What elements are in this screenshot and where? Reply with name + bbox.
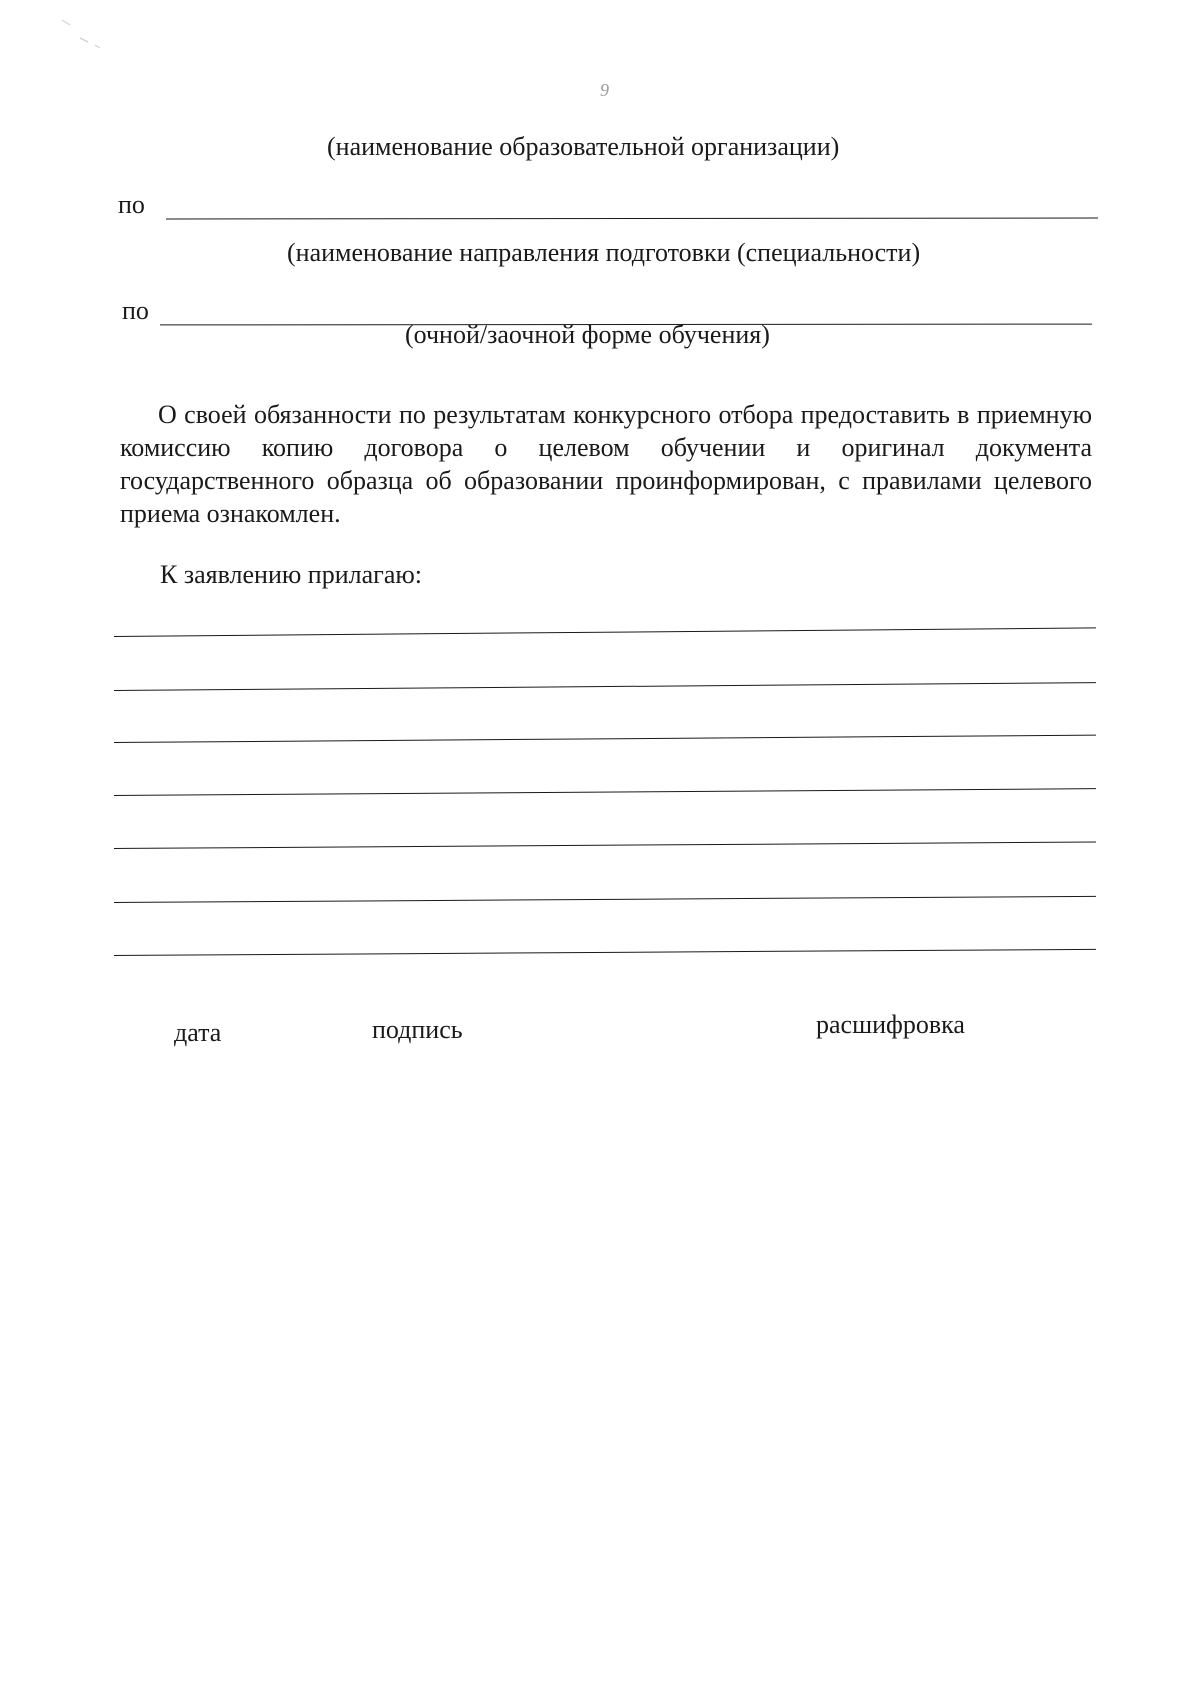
org-name-caption: (наименование образовательной организации) [327, 132, 840, 161]
direction-field[interactable] [118, 190, 1100, 230]
attachment-line[interactable] [114, 896, 1096, 903]
study-form-caption: (очной/заочной форме обучения) [405, 320, 770, 349]
direction-underline [166, 218, 1098, 220]
decryption-label: расшифровка [816, 1010, 965, 1039]
direction-prefix: по [118, 190, 145, 219]
attachment-line[interactable] [114, 841, 1096, 849]
direction-caption: (наименование направления подготовки (специальности) [287, 238, 921, 267]
signature-label: подпись [372, 1015, 463, 1044]
attachment-line[interactable] [114, 682, 1096, 691]
scan-artifact [0, 0, 120, 70]
obligation-paragraph: О своей обязанности по результатам конкурсного отбора предоставить в приемную комиссию копию договора о целевом обучении и оригинал документа государственного образца об образовании проинформирован, с правилами целевого приема ознакомлен. [120, 400, 1092, 528]
study-form-prefix: по [122, 296, 149, 325]
attachments-label: К заявлению прилагаю: [160, 560, 423, 589]
attachment-line[interactable] [114, 949, 1096, 956]
attachment-line[interactable] [114, 788, 1096, 796]
page-number: 9 [600, 80, 609, 100]
attachment-line[interactable] [114, 735, 1096, 743]
attachment-line[interactable] [114, 627, 1096, 637]
date-label: дата [174, 1018, 222, 1047]
